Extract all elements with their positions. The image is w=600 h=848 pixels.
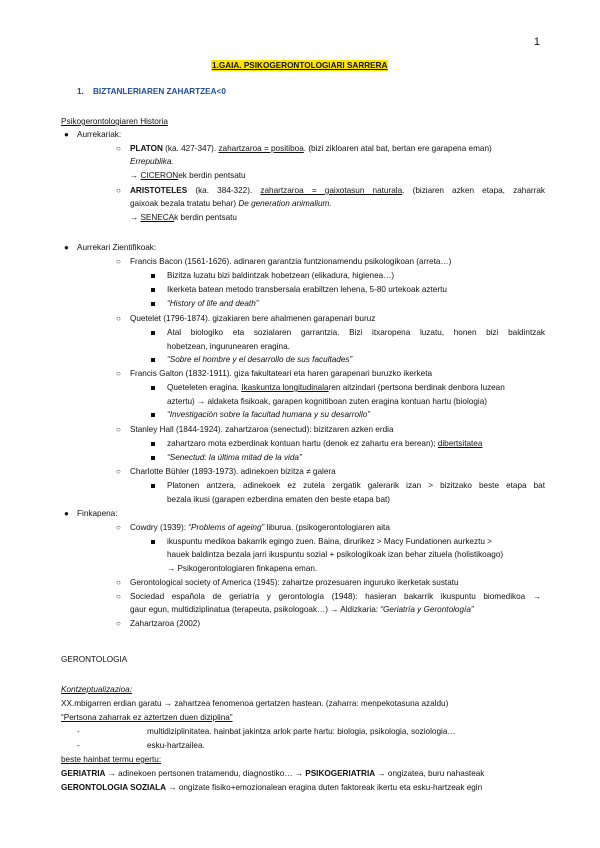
section-heading: BIZTANLERIAREN ZAHARTZEA<0: [93, 87, 226, 96]
bacon-point-3: “History of life and death”: [167, 299, 259, 308]
circle-bullet-icon: ○: [116, 314, 121, 323]
definition-line: “Pertsona zaharrak ez aztertzen duen diziplina”: [61, 713, 233, 722]
bacon-point-2: Ikerketa batean metodo transbersala erabiltzen lehena, 5-80 urtekoak aztertu: [167, 285, 447, 294]
buhler-point-1-cont: bezala ikusi (garapen ezberdina ematen den beste etapa bat): [167, 495, 391, 504]
bullet-icon: ●: [64, 243, 69, 252]
square-bullet-icon: [151, 413, 155, 417]
page-number: 1: [533, 36, 540, 48]
dash-point-1: multidiziplinitatea. hainbat jakintza arlok parte hartu: biologia, psikologia, soziologia…: [147, 727, 456, 736]
circle-bullet-icon: ○: [116, 578, 121, 587]
circle-bullet-icon: ○: [116, 467, 121, 476]
circle-bullet-icon: ○: [116, 523, 121, 532]
bullet-icon: ●: [64, 130, 69, 139]
dash-bullet: -: [77, 727, 80, 736]
kontzeptualizazioa-heading: Kontzeptualizazioa:: [61, 685, 133, 694]
bacon-line: Francis Bacon (1561-1626). adinaren garantzia funtzionamendu psikologikoan (arreta…): [130, 257, 452, 266]
circle-bullet-icon: ○: [116, 144, 121, 153]
gerontologia-soziala-line: GERONTOLOGIA SOZIALA → ongizate fisiko+emozionalean eragina duten faktoreak ikertu eta esku-hartzeak egin: [61, 783, 483, 792]
square-bullet-icon: [151, 442, 155, 446]
zahartzaroa-2002: Zahartzaroa (2002): [130, 619, 201, 628]
circle-bullet-icon: ○: [116, 369, 121, 378]
aurrekariak-label: Aurrekariak:: [77, 130, 122, 139]
hall-line: Stanley Hall (1844-1924). zahartzaroa (senectud): bizitzaren azken erdia: [130, 425, 394, 434]
circle-bullet-icon: ○: [116, 592, 121, 601]
dash-point-2: esku-hartzailea.: [147, 741, 205, 750]
square-bullet-icon: [151, 456, 155, 460]
bullet-icon: ●: [64, 509, 69, 518]
dash-bullet: -: [77, 741, 80, 750]
zientifikoak-label: Aurrekari Zientifikoak:: [77, 243, 157, 252]
platon-work: Errepublika.: [130, 157, 174, 166]
aristoteles-line: ARISTOTELES (ka. 384-322). zahartzaroa = gaixotasun naturala. (biziaren azken etapa, zaharrak: [130, 186, 545, 195]
xx-line: XX.mbigarren erdian garatu → zahartzea fenomenoa gertatzen hastean. (zaharra: menpekotasuna azaldu): [61, 699, 449, 708]
section-number: 1.: [77, 87, 84, 96]
cowdry-point-1-cont: hauek baldintza bezala jarri ikuspuntu sozial + psikologikoak izan behar zituela (holistikoago): [167, 550, 504, 559]
geriatria-line: GERIATRIA → adinekoen pertsonen tratamendu, diagnostiko… → PSIKOGERIATRIA → ongizatea, buru nahasteak: [61, 769, 485, 778]
square-bullet-icon: [151, 540, 155, 544]
quetelet-point-1: Atal biologiko eta sozialaren garrantzia. Bizi itxaropena luzatu, honen bizi baldintzak: [167, 328, 545, 337]
aristoteles-follow: → SENECAk berdin pentsatu: [130, 213, 237, 222]
circle-bullet-icon: ○: [116, 425, 121, 434]
hall-point-2: “Senectud: la última mitad de la vida”: [167, 453, 302, 462]
square-bullet-icon: [151, 331, 155, 335]
finkapena-label: Finkapena:: [77, 509, 118, 518]
gerontologia-heading: GERONTOLOGIA: [61, 655, 128, 664]
cowdry-line: Cowdry (1939): “Problems of ageing” liburua. (psikogerontologiaren aita: [130, 523, 390, 532]
quetelet-point-2: “Sobre el hombre y el desarrollo de sus facultades”: [167, 355, 353, 364]
square-bullet-icon: [151, 288, 155, 292]
square-bullet-icon: [151, 386, 155, 390]
beste-heading: beste hainbat termu egertu:: [61, 755, 162, 764]
platon-line: PLATON (ka. 427-347). zahartzaroa = positiboa. (bizi zikloaren atal bat, bertan ere garapena eman): [130, 144, 492, 153]
hall-point-1: zahartzaro mota ezberdinak kontuan hartu (denok ez zahartu era berean); dibertsitatea: [167, 439, 483, 448]
galton-point-1: Queteleten eragina. Ikaskuntza longitudinalaren aitzindari (pertsona berdinak denbora luzean: [167, 383, 505, 392]
history-heading: Psikogerontologiaren Historia: [61, 117, 168, 126]
circle-bullet-icon: ○: [116, 186, 121, 195]
cowdry-point-1: ikuspuntu medikoa bakarrik egingo zuen. Baina, dirurikez > Macy Fundationen aurkeztu >: [167, 537, 492, 546]
quetelet-point-1-cont: hobetzean, ingurunearen eragina.: [167, 342, 290, 351]
buhler-line: Charlotte Bühler (1893-1973). adinekoen bizitza ≠ galera: [130, 467, 336, 476]
sociedad-line-2: gaur egun, multidiziplinatua (terapeuta, psikologoak…) → Aldizkaria: “Geriatría y Gerontología”: [130, 605, 474, 614]
square-bullet-icon: [151, 358, 155, 362]
quetelet-line: Quetelet (1796-1874). gizakiaren bere ahalmenen garapenari buruz: [130, 314, 376, 323]
square-bullet-icon: [151, 302, 155, 306]
aristoteles-line-2: gaixoak bezala tratatu behar) De generation animalium.: [130, 199, 332, 208]
sociedad-line: Sociedad española de geriatría y gerontología (1948): hasieran bakarrik ikuspuntu biomedikoa →: [130, 592, 541, 601]
circle-bullet-icon: ○: [116, 619, 121, 628]
galton-point-1-cont: aztertu) → aldaketa fisikoak, garapen kognitiboan zuten eragina kontuan hartu (biologia): [167, 397, 487, 406]
square-bullet-icon: [151, 484, 155, 488]
galton-point-2: “Investigación sobre la facultad humana y su desarrollo”: [167, 410, 370, 419]
buhler-point-1: Platonen antzera, adinekoek ez zutela zergatik galerarik izan > bizitzako beste etapa bat: [167, 481, 545, 490]
cowdry-point-1-cont2: → Psikogerontologiaren finkapena eman.: [167, 564, 318, 573]
page-title: 1.GAIA. PSIKOGERONTOLOGIARI SARRERA: [212, 61, 388, 70]
platon-follow: → CICERONek berdin pentsatu: [130, 171, 246, 180]
circle-bullet-icon: ○: [116, 257, 121, 266]
square-bullet-icon: [151, 274, 155, 278]
gsa-line: Gerontological society of America (1945): zahartze prozesuaren inguruko ikerketak sustatu: [130, 578, 459, 587]
bacon-point-1: Bizitza luzatu bizi baldintzak hobetzean (elikadura, higienea…): [167, 271, 395, 280]
galton-line: Francis Galton (1832-1911). giza fakultateari eta haren garapenari buruzko ikerketa: [130, 369, 433, 378]
